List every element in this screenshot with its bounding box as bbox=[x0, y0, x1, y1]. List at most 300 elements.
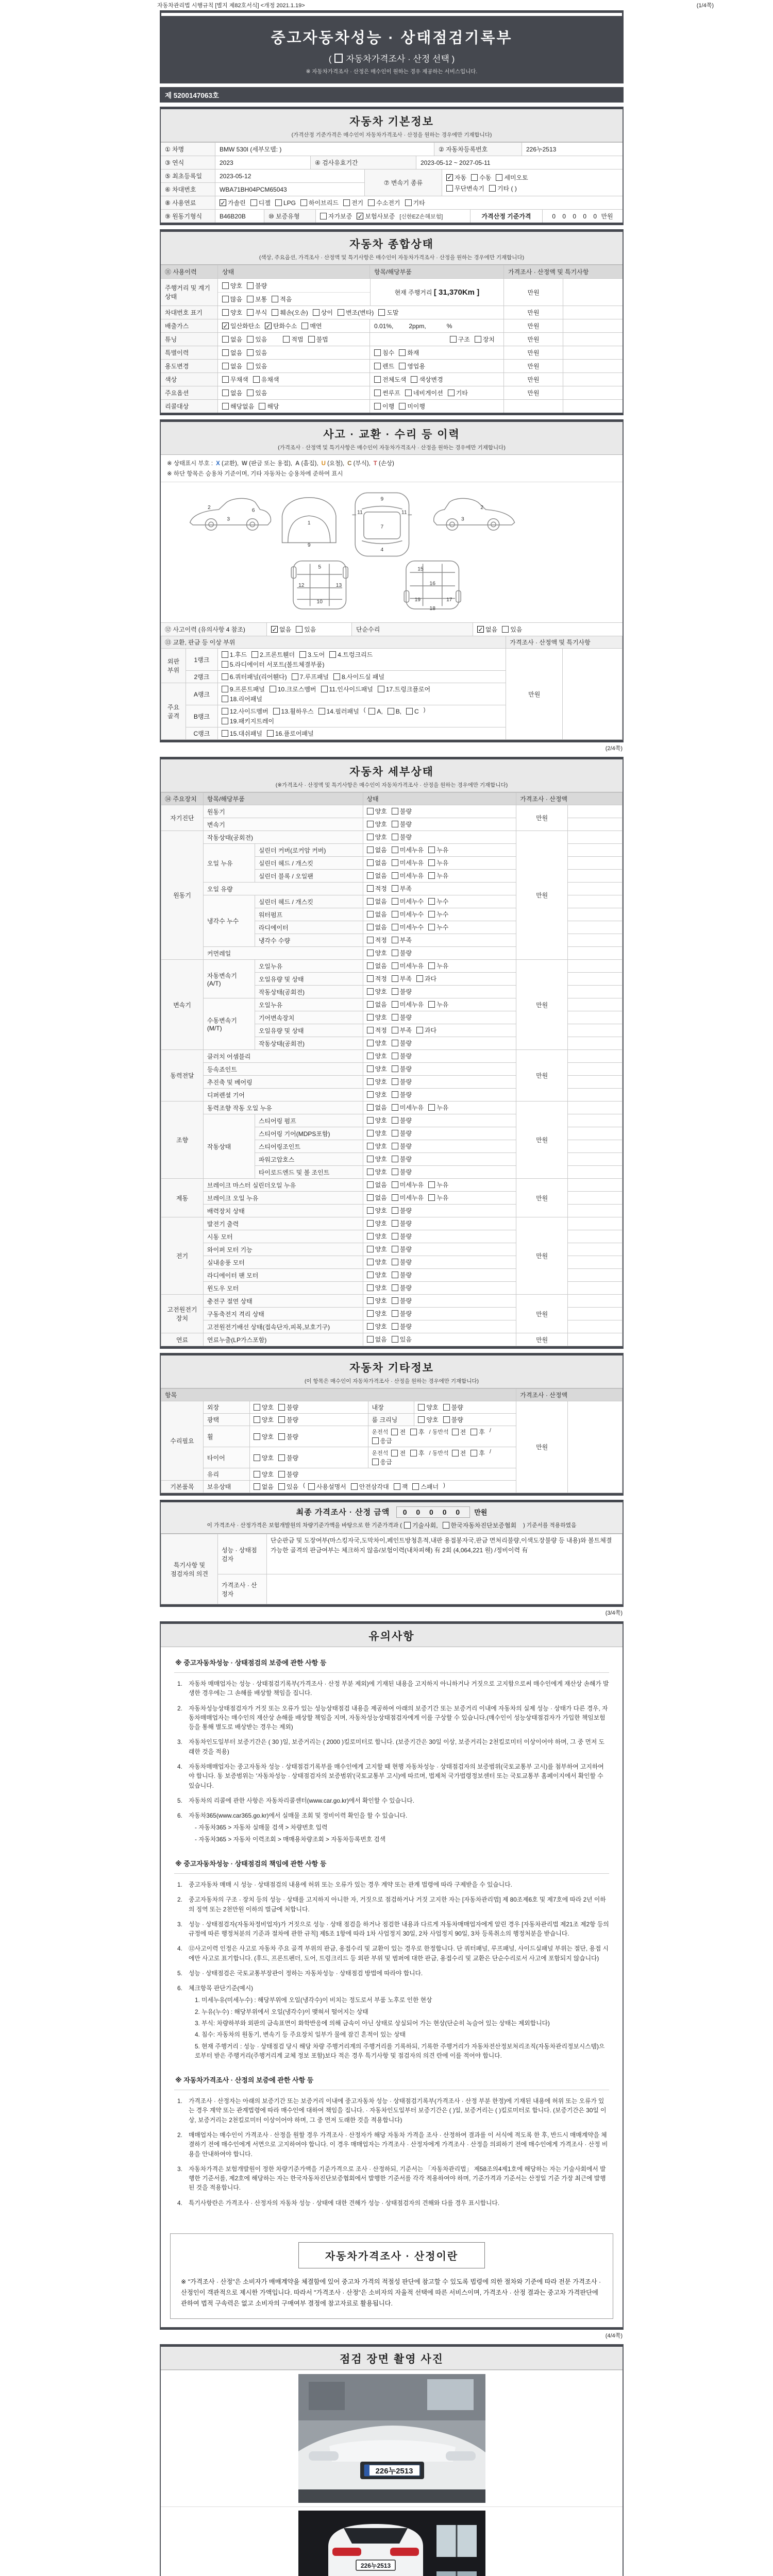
checkbox-icon[interactable] bbox=[372, 1437, 379, 1444]
checkbox-icon[interactable] bbox=[270, 686, 276, 692]
checkbox-icon[interactable] bbox=[475, 336, 481, 343]
checkbox-option[interactable] bbox=[367, 1142, 387, 1150]
checkbox-option[interactable] bbox=[247, 295, 267, 303]
checkbox-icon[interactable] bbox=[222, 282, 229, 289]
checkbox-option[interactable] bbox=[220, 198, 246, 207]
checkbox-option[interactable] bbox=[333, 672, 384, 681]
checkbox-icon[interactable] bbox=[392, 1001, 398, 1008]
checkbox-icon[interactable] bbox=[222, 403, 229, 410]
checkbox-option[interactable] bbox=[250, 198, 271, 207]
checkbox-option[interactable] bbox=[410, 1428, 425, 1436]
checkbox-icon[interactable] bbox=[443, 1416, 450, 1423]
checkbox-option[interactable] bbox=[367, 1000, 387, 1009]
checkbox-option[interactable] bbox=[452, 1449, 466, 1458]
checkbox-icon[interactable] bbox=[367, 1027, 374, 1033]
checkbox-icon[interactable] bbox=[367, 1336, 374, 1343]
checkbox-icon[interactable] bbox=[367, 846, 374, 853]
checkbox-icon[interactable] bbox=[392, 1284, 398, 1291]
checkbox-option[interactable] bbox=[450, 335, 470, 344]
checkbox-option[interactable] bbox=[278, 1470, 298, 1479]
checkbox-icon[interactable] bbox=[254, 1404, 260, 1411]
checkbox-option[interactable] bbox=[278, 1432, 298, 1441]
checkbox-option[interactable] bbox=[392, 1296, 412, 1305]
checkbox-icon[interactable] bbox=[452, 1450, 459, 1456]
checkbox-icon[interactable] bbox=[392, 1220, 398, 1227]
checkbox-icon[interactable] bbox=[452, 1429, 459, 1435]
checkbox-icon[interactable] bbox=[392, 1104, 398, 1111]
checkbox-option[interactable] bbox=[367, 858, 387, 867]
checkbox-icon[interactable] bbox=[367, 962, 374, 969]
checkbox-option[interactable] bbox=[374, 362, 394, 370]
checkbox-icon[interactable] bbox=[392, 1272, 398, 1278]
checkbox-icon[interactable] bbox=[378, 686, 384, 692]
checkbox-option[interactable] bbox=[446, 184, 484, 193]
checkbox-option[interactable] bbox=[367, 1167, 387, 1176]
checkbox-option[interactable] bbox=[392, 1245, 412, 1253]
checkbox-icon[interactable] bbox=[405, 199, 412, 206]
checkbox-icon[interactable] bbox=[392, 1323, 398, 1330]
checkbox-icon[interactable] bbox=[367, 1104, 374, 1111]
checkbox-icon[interactable] bbox=[374, 389, 381, 396]
checkbox-option[interactable] bbox=[367, 923, 387, 931]
checkbox-icon[interactable] bbox=[254, 1416, 260, 1423]
checkbox-icon[interactable] bbox=[222, 718, 228, 724]
checkbox-icon[interactable] bbox=[367, 924, 374, 930]
select-checkbox[interactable] bbox=[334, 54, 343, 63]
checkbox-option[interactable] bbox=[443, 1521, 517, 1530]
checkbox-icon[interactable] bbox=[278, 1433, 285, 1440]
checkbox-option[interactable] bbox=[222, 375, 248, 384]
checkbox-icon[interactable] bbox=[392, 962, 398, 969]
checkbox-option[interactable] bbox=[367, 807, 387, 816]
checkbox-icon[interactable] bbox=[392, 924, 398, 930]
checkbox-icon[interactable] bbox=[292, 673, 298, 680]
checkbox-option[interactable] bbox=[367, 1193, 387, 1202]
checkbox-icon[interactable] bbox=[496, 174, 502, 181]
checkbox-option[interactable] bbox=[222, 295, 242, 303]
checkbox-option[interactable] bbox=[367, 1335, 387, 1344]
checkbox-icon[interactable] bbox=[351, 1483, 358, 1490]
checkbox-option[interactable] bbox=[392, 961, 424, 970]
checkbox-option[interactable] bbox=[270, 685, 316, 693]
checkbox-option[interactable] bbox=[247, 308, 267, 317]
checkbox-icon[interactable] bbox=[502, 626, 509, 633]
checkbox-option[interactable] bbox=[405, 198, 425, 207]
checkbox-option[interactable] bbox=[443, 1403, 463, 1412]
checkbox-icon[interactable] bbox=[329, 651, 336, 658]
checkbox-icon[interactable] bbox=[308, 1483, 315, 1490]
checkbox-icon[interactable] bbox=[247, 282, 254, 289]
checkbox-icon[interactable] bbox=[278, 1404, 285, 1411]
checkbox-icon[interactable] bbox=[247, 349, 254, 356]
checkbox-option[interactable] bbox=[320, 212, 352, 221]
checkbox-option[interactable] bbox=[392, 1039, 412, 1047]
checkbox-icon[interactable] bbox=[428, 1194, 435, 1201]
checkbox-option[interactable] bbox=[292, 672, 329, 681]
checkbox-option[interactable] bbox=[222, 362, 242, 370]
checkbox-option[interactable] bbox=[388, 707, 401, 716]
checkbox-option[interactable] bbox=[367, 871, 387, 880]
checkbox-option[interactable] bbox=[367, 1219, 387, 1228]
checkbox-option[interactable] bbox=[308, 335, 328, 344]
checkbox-icon[interactable] bbox=[392, 1310, 398, 1317]
checkbox-option[interactable] bbox=[392, 1206, 412, 1215]
checkbox-icon[interactable] bbox=[278, 1483, 285, 1490]
checkbox-icon[interactable] bbox=[392, 898, 398, 905]
checkbox-option[interactable] bbox=[392, 1064, 412, 1073]
checkbox-option[interactable] bbox=[367, 987, 387, 996]
checkbox-option[interactable] bbox=[259, 402, 279, 411]
checkbox-option[interactable] bbox=[392, 923, 424, 931]
checkbox-option[interactable] bbox=[338, 308, 374, 317]
checkbox-option[interactable] bbox=[357, 212, 395, 221]
checkbox-option[interactable] bbox=[308, 1482, 346, 1491]
checkbox-icon[interactable] bbox=[338, 309, 344, 316]
checkbox-icon[interactable] bbox=[367, 1078, 374, 1085]
checkbox-option[interactable] bbox=[416, 1026, 436, 1035]
checkbox-option[interactable] bbox=[399, 362, 425, 370]
checkbox-icon[interactable] bbox=[367, 1297, 374, 1304]
checkbox-option[interactable] bbox=[428, 845, 448, 854]
checkbox-icon[interactable] bbox=[428, 859, 435, 866]
checkbox-option[interactable] bbox=[367, 1064, 387, 1073]
checkbox-icon[interactable] bbox=[343, 199, 350, 206]
checkbox-option[interactable] bbox=[391, 1449, 406, 1458]
checkbox-option[interactable] bbox=[254, 1453, 274, 1462]
checkbox-checked-icon[interactable]: ✓ bbox=[478, 625, 483, 633]
checkbox-option[interactable] bbox=[392, 1026, 412, 1035]
checkbox-icon[interactable] bbox=[428, 962, 435, 969]
checkbox-icon[interactable] bbox=[392, 1053, 398, 1059]
checkbox-icon[interactable] bbox=[367, 950, 374, 956]
checkbox-option[interactable] bbox=[374, 388, 400, 397]
checkbox-icon[interactable] bbox=[367, 937, 374, 943]
checkbox-icon[interactable] bbox=[367, 1156, 374, 1162]
checkbox-icon[interactable] bbox=[320, 213, 327, 219]
checkbox-option[interactable] bbox=[265, 321, 297, 330]
checkbox-icon[interactable] bbox=[392, 1065, 398, 1072]
checkbox-option[interactable] bbox=[278, 1453, 298, 1462]
checkbox-option[interactable] bbox=[392, 1322, 412, 1331]
checkbox-icon[interactable] bbox=[392, 1259, 398, 1265]
checkbox-icon[interactable] bbox=[428, 911, 435, 918]
checkbox-icon[interactable] bbox=[278, 1416, 285, 1423]
checkbox-option[interactable] bbox=[367, 1245, 387, 1253]
checkbox-option[interactable] bbox=[367, 820, 387, 828]
checkbox-option[interactable] bbox=[428, 1000, 448, 1009]
checkbox-option[interactable] bbox=[392, 1219, 412, 1228]
checkbox-icon[interactable] bbox=[372, 1459, 379, 1465]
checkbox-option[interactable] bbox=[392, 807, 412, 816]
checkbox-icon[interactable] bbox=[367, 808, 374, 815]
checkbox-icon[interactable] bbox=[299, 651, 306, 658]
checkbox-option[interactable] bbox=[222, 650, 247, 659]
checkbox-icon[interactable] bbox=[392, 1168, 398, 1175]
checkbox-icon[interactable] bbox=[392, 834, 398, 840]
checkbox-icon[interactable] bbox=[392, 1078, 398, 1085]
checkbox-option[interactable] bbox=[283, 335, 303, 344]
checkbox-option[interactable] bbox=[428, 871, 448, 880]
checkbox-icon[interactable] bbox=[392, 859, 398, 866]
checkbox-option[interactable] bbox=[392, 1090, 412, 1099]
checkbox-option[interactable] bbox=[222, 402, 254, 411]
checkbox-icon[interactable] bbox=[367, 988, 374, 995]
checkbox-icon[interactable] bbox=[367, 1207, 374, 1214]
checkbox-icon[interactable] bbox=[318, 708, 325, 715]
checkbox-icon[interactable] bbox=[392, 975, 398, 982]
checkbox-option[interactable] bbox=[318, 707, 359, 716]
checkbox-option[interactable] bbox=[391, 1428, 406, 1436]
checkbox-option[interactable] bbox=[272, 308, 308, 317]
checkbox-option[interactable] bbox=[392, 1052, 412, 1060]
checkbox-option[interactable] bbox=[496, 173, 528, 182]
checkbox-icon[interactable] bbox=[367, 1168, 374, 1175]
checkbox-option[interactable] bbox=[313, 308, 333, 317]
checkbox-icon[interactable] bbox=[392, 1040, 398, 1046]
checkbox-icon[interactable] bbox=[367, 821, 374, 827]
checkbox-option[interactable] bbox=[296, 625, 316, 634]
checkbox-icon[interactable] bbox=[428, 1001, 435, 1008]
checkbox-icon[interactable] bbox=[392, 808, 398, 815]
checkbox-option[interactable] bbox=[477, 625, 497, 634]
checkbox-option[interactable] bbox=[222, 694, 262, 703]
checkbox-option[interactable] bbox=[301, 321, 322, 330]
checkbox-option[interactable] bbox=[253, 375, 279, 384]
checkbox-option[interactable] bbox=[247, 362, 267, 370]
checkbox-option[interactable] bbox=[392, 884, 412, 893]
checkbox-option[interactable] bbox=[374, 348, 394, 357]
checkbox-option[interactable] bbox=[392, 1335, 412, 1344]
checkbox-option[interactable] bbox=[222, 660, 325, 669]
checkbox-icon[interactable] bbox=[222, 336, 229, 343]
checkbox-icon[interactable] bbox=[392, 1181, 398, 1188]
checkbox-option[interactable] bbox=[416, 974, 436, 983]
checkbox-option[interactable] bbox=[247, 335, 267, 344]
checkbox-option[interactable] bbox=[278, 1403, 298, 1412]
checkbox-icon[interactable] bbox=[367, 885, 374, 892]
checkbox-option[interactable] bbox=[329, 650, 373, 659]
checkbox-option[interactable] bbox=[392, 1232, 412, 1241]
checkbox-option[interactable] bbox=[367, 1296, 387, 1305]
checkbox-option[interactable] bbox=[367, 1039, 387, 1047]
checkbox-icon[interactable] bbox=[392, 1336, 398, 1343]
checkbox-icon[interactable] bbox=[367, 1130, 374, 1137]
checkbox-icon[interactable] bbox=[399, 349, 406, 356]
checkbox-option[interactable] bbox=[502, 625, 522, 634]
checkbox-icon[interactable] bbox=[450, 336, 457, 343]
checkbox-option[interactable] bbox=[368, 707, 382, 716]
checkbox-icon[interactable] bbox=[428, 846, 435, 853]
checkbox-icon[interactable] bbox=[247, 389, 254, 396]
checkbox-icon[interactable] bbox=[411, 376, 417, 383]
checkbox-icon[interactable] bbox=[367, 1272, 374, 1278]
checkbox-icon[interactable] bbox=[443, 1522, 449, 1529]
checkbox-icon[interactable] bbox=[392, 1130, 398, 1137]
checkbox-icon[interactable] bbox=[367, 1220, 374, 1227]
checkbox-option[interactable] bbox=[392, 910, 424, 919]
checkbox-option[interactable] bbox=[392, 845, 424, 854]
checkbox-icon[interactable] bbox=[367, 1091, 374, 1098]
checkbox-option[interactable] bbox=[222, 281, 242, 290]
checkbox-option[interactable] bbox=[367, 1129, 387, 1138]
checkbox-icon[interactable] bbox=[471, 174, 478, 181]
checkbox-option[interactable] bbox=[410, 1449, 425, 1458]
checkbox-option[interactable] bbox=[222, 672, 287, 681]
checkbox-option[interactable] bbox=[367, 1077, 387, 1086]
checkbox-option[interactable] bbox=[452, 1428, 466, 1436]
checkbox-icon[interactable] bbox=[367, 1065, 374, 1072]
checkbox-option[interactable] bbox=[247, 348, 267, 357]
checkbox-option[interactable] bbox=[367, 961, 387, 970]
checkbox-icon[interactable] bbox=[251, 651, 258, 658]
checkbox-option[interactable] bbox=[392, 1142, 412, 1150]
checkbox-icon[interactable] bbox=[399, 363, 406, 369]
checkbox-option[interactable] bbox=[367, 1232, 387, 1241]
checkbox-icon[interactable] bbox=[392, 846, 398, 853]
checkbox-icon[interactable] bbox=[367, 1117, 374, 1124]
checkbox-option[interactable] bbox=[392, 1309, 412, 1318]
checkbox-icon[interactable] bbox=[448, 389, 455, 396]
checkbox-icon[interactable] bbox=[367, 911, 374, 918]
checkbox-icon[interactable] bbox=[222, 363, 229, 369]
checkbox-option[interactable] bbox=[394, 1482, 408, 1491]
checkbox-icon[interactable] bbox=[391, 1429, 398, 1435]
checkbox-option[interactable] bbox=[367, 1090, 387, 1099]
checkbox-option[interactable] bbox=[448, 388, 468, 397]
checkbox-icon[interactable] bbox=[367, 872, 374, 879]
checkbox-option[interactable] bbox=[399, 402, 425, 411]
checkbox-option[interactable] bbox=[399, 348, 419, 357]
checkbox-option[interactable] bbox=[392, 974, 412, 983]
checkbox-icon[interactable] bbox=[254, 1433, 260, 1440]
checkbox-option[interactable] bbox=[428, 1103, 448, 1112]
checkbox-option[interactable] bbox=[222, 685, 265, 693]
checkbox-option[interactable] bbox=[278, 1415, 298, 1424]
checkbox-icon[interactable] bbox=[272, 296, 278, 302]
checkbox-icon[interactable] bbox=[367, 859, 374, 866]
checkbox-icon[interactable] bbox=[428, 1181, 435, 1188]
checkbox-icon[interactable] bbox=[253, 376, 260, 383]
checkbox-icon[interactable] bbox=[313, 309, 320, 316]
checkbox-icon[interactable] bbox=[259, 403, 265, 410]
checkbox-icon[interactable] bbox=[247, 309, 254, 316]
checkbox-option[interactable] bbox=[404, 1521, 438, 1530]
checkbox-icon[interactable] bbox=[308, 336, 315, 343]
checkbox-icon[interactable] bbox=[446, 185, 453, 192]
checkbox-option[interactable] bbox=[222, 717, 274, 725]
checkbox-icon[interactable] bbox=[392, 1297, 398, 1304]
checkbox-option[interactable] bbox=[374, 402, 394, 411]
checkbox-checked-icon[interactable]: ✓ bbox=[272, 625, 277, 633]
checkbox-icon[interactable] bbox=[392, 937, 398, 943]
checkbox-icon[interactable] bbox=[247, 363, 254, 369]
checkbox-option[interactable] bbox=[367, 1283, 387, 1292]
checkbox-option[interactable] bbox=[367, 936, 387, 944]
checkbox-checked-icon[interactable]: ✓ bbox=[223, 322, 228, 330]
checkbox-icon[interactable] bbox=[428, 924, 435, 930]
checkbox-icon[interactable] bbox=[406, 708, 413, 715]
checkbox-icon[interactable] bbox=[374, 376, 381, 383]
checkbox-icon[interactable] bbox=[267, 730, 274, 737]
checkbox-option[interactable] bbox=[222, 348, 242, 357]
checkbox-option[interactable] bbox=[392, 1283, 412, 1292]
checkbox-option[interactable] bbox=[367, 884, 387, 893]
checkbox-option[interactable] bbox=[247, 388, 267, 397]
checkbox-icon[interactable] bbox=[367, 1181, 374, 1188]
checkbox-icon[interactable] bbox=[222, 389, 229, 396]
checkbox-icon[interactable] bbox=[367, 1143, 374, 1149]
checkbox-checked-icon[interactable]: ✓ bbox=[447, 174, 452, 181]
checkbox-option[interactable] bbox=[475, 335, 495, 344]
checkbox-option[interactable] bbox=[392, 1000, 424, 1009]
checkbox-icon[interactable] bbox=[418, 1416, 425, 1423]
checkbox-icon[interactable] bbox=[296, 626, 303, 633]
checkbox-icon[interactable] bbox=[374, 403, 381, 410]
checkbox-icon[interactable] bbox=[410, 1450, 417, 1456]
checkbox-icon[interactable] bbox=[222, 296, 229, 302]
checkbox-icon[interactable] bbox=[367, 898, 374, 905]
checkbox-option[interactable] bbox=[378, 685, 430, 693]
checkbox-option[interactable] bbox=[321, 685, 373, 693]
checkbox-icon[interactable] bbox=[367, 1194, 374, 1201]
checkbox-option[interactable] bbox=[392, 820, 412, 828]
checkbox-icon[interactable] bbox=[418, 1404, 425, 1411]
checkbox-option[interactable] bbox=[392, 1258, 412, 1266]
checkbox-option[interactable] bbox=[428, 897, 448, 906]
checkbox-option[interactable] bbox=[418, 1403, 438, 1412]
checkbox-icon[interactable] bbox=[278, 1454, 285, 1461]
checkbox-option[interactable] bbox=[470, 1428, 485, 1436]
checkbox-icon[interactable] bbox=[412, 1483, 419, 1490]
checkbox-option[interactable] bbox=[446, 173, 466, 182]
checkbox-option[interactable] bbox=[367, 833, 387, 841]
checkbox-icon[interactable] bbox=[222, 686, 228, 692]
checkbox-icon[interactable] bbox=[300, 199, 307, 206]
checkbox-option[interactable] bbox=[367, 1322, 387, 1331]
checkbox-option[interactable] bbox=[428, 1180, 448, 1189]
checkbox-icon[interactable] bbox=[222, 708, 228, 715]
checkbox-icon[interactable] bbox=[275, 199, 282, 206]
checkbox-icon[interactable] bbox=[410, 1429, 417, 1435]
checkbox-option[interactable] bbox=[428, 910, 448, 919]
checkbox-icon[interactable] bbox=[367, 1323, 374, 1330]
checkbox-option[interactable] bbox=[392, 1103, 424, 1112]
checkbox-icon[interactable] bbox=[428, 898, 435, 905]
checkbox-icon[interactable] bbox=[392, 1194, 398, 1201]
checkbox-icon[interactable] bbox=[489, 185, 496, 192]
checkbox-option[interactable] bbox=[405, 388, 443, 397]
checkbox-icon[interactable] bbox=[392, 872, 398, 879]
checkbox-icon[interactable] bbox=[392, 1143, 398, 1149]
checkbox-option[interactable] bbox=[367, 1103, 387, 1112]
checkbox-icon[interactable] bbox=[428, 872, 435, 879]
checkbox-icon[interactable] bbox=[470, 1450, 477, 1456]
checkbox-option[interactable] bbox=[411, 375, 443, 384]
checkbox-checked-icon[interactable]: ✓ bbox=[357, 212, 363, 220]
checkbox-option[interactable] bbox=[392, 1167, 412, 1176]
checkbox-icon[interactable] bbox=[367, 1310, 374, 1317]
checkbox-icon[interactable] bbox=[392, 988, 398, 995]
checkbox-icon[interactable] bbox=[428, 1104, 435, 1111]
checkbox-icon[interactable] bbox=[368, 708, 375, 715]
checkbox-icon[interactable] bbox=[392, 1156, 398, 1162]
checkbox-option[interactable] bbox=[254, 1432, 274, 1441]
checkbox-option[interactable] bbox=[251, 650, 295, 659]
checkbox-option[interactable] bbox=[392, 1013, 412, 1022]
checkbox-option[interactable] bbox=[367, 1013, 387, 1022]
checkbox-icon[interactable] bbox=[283, 336, 290, 343]
checkbox-option[interactable] bbox=[443, 1415, 463, 1424]
